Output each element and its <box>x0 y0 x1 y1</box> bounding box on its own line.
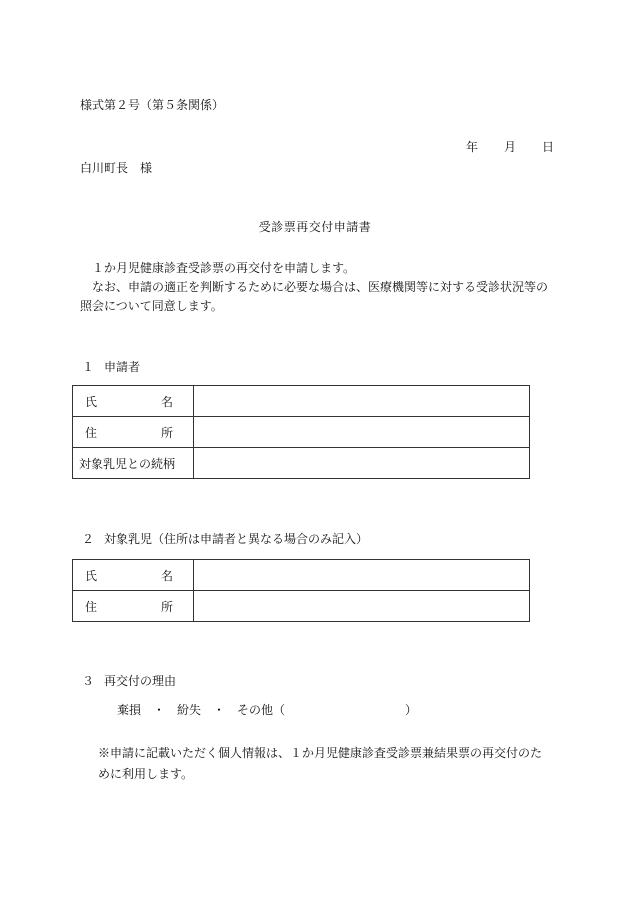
infant-name-field[interactable] <box>194 560 530 591</box>
infant-name-label: 氏 名 <box>73 560 194 591</box>
applicant-address-label: 住 所 <box>73 417 194 448</box>
applicant-name-label: 氏 名 <box>73 386 194 417</box>
reason-loss-option[interactable]: 紛失 <box>177 703 202 717</box>
section-infant-heading <box>82 530 368 547</box>
relationship-field[interactable] <box>194 448 530 479</box>
document-title: 受診票再交付申請書 <box>258 220 372 234</box>
date-month-label: 月 <box>504 140 517 154</box>
date-line <box>466 138 554 155</box>
form-number: 様式第２号（第５条関係） <box>80 98 225 112</box>
body-text-line-3: 照会について同意します。 <box>80 299 223 313</box>
date-year-label: 年 <box>466 140 479 154</box>
section-title: 申請者 <box>104 360 141 374</box>
relationship-label: 対象乳児との続柄 <box>73 448 194 479</box>
table-row <box>73 448 530 479</box>
separator: ・ <box>153 703 166 717</box>
addressee: 白川町長 様 <box>80 161 153 175</box>
applicant-table <box>72 385 530 479</box>
reason-other-option[interactable]: その他（ <box>237 703 286 717</box>
section-reason-heading <box>82 672 176 689</box>
privacy-note-line-1: ※申請に記載いただく個人情報は、１か月児健康診査受診票兼結果票の再交付のた <box>98 746 543 760</box>
table-row <box>73 560 530 591</box>
section-title: 再交付の理由 <box>104 674 177 688</box>
section-number: ３ <box>82 674 95 688</box>
reason-options <box>117 701 417 718</box>
section-number: １ <box>82 360 95 374</box>
applicant-address-field[interactable] <box>194 417 530 448</box>
infant-address-field[interactable] <box>194 591 530 622</box>
infant-table <box>72 559 530 622</box>
section-number: ２ <box>82 532 95 546</box>
privacy-note-line-2: めに利用します。 <box>98 767 194 781</box>
table-row <box>73 417 530 448</box>
table-row <box>73 591 530 622</box>
applicant-name-field[interactable] <box>194 386 530 417</box>
body-text-line-1: １か月児健康診査受診票の再交付を申請します。 <box>92 261 356 275</box>
close-paren: ） <box>405 703 418 717</box>
section-applicant-heading <box>82 358 140 375</box>
separator: ・ <box>213 703 226 717</box>
date-day-label: 日 <box>542 140 555 154</box>
infant-address-label: 住 所 <box>73 591 194 622</box>
table-row <box>73 386 530 417</box>
reason-damage-option[interactable]: 棄損 <box>117 703 142 717</box>
body-text-line-2: なお、申請の適正を判断するために必要な場合は、医療機関等に対する受診状況等の <box>92 280 549 294</box>
section-title: 対象乳児（住所は申請者と異なる場合のみ記入） <box>104 532 369 546</box>
